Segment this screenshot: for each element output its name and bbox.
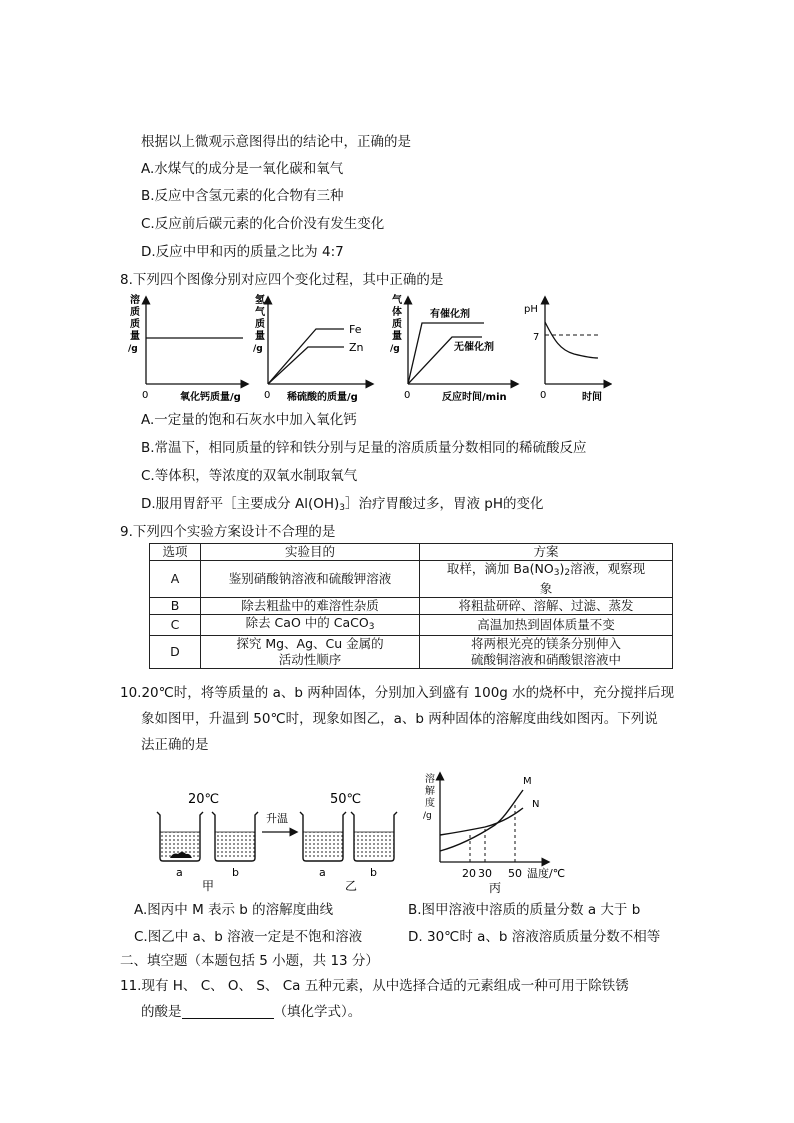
row-d-option: D <box>150 636 201 669</box>
q11-line-2-pre: 的酸是 <box>141 1004 182 1020</box>
yi-label-a: a <box>319 866 326 879</box>
table-row <box>150 636 673 669</box>
temp-20-label: 20℃ <box>188 792 220 807</box>
row-a-plan-post: ) <box>559 561 565 576</box>
heat-label: 升温 <box>266 812 288 825</box>
g4-ylabel: pH <box>524 304 538 315</box>
graph-2 <box>253 293 372 403</box>
g1-origin: 0 <box>142 390 149 401</box>
g1-ylabel-5: /g <box>128 344 138 354</box>
col-header-plan: 方案 <box>420 544 673 561</box>
g2-zn-label: Zn <box>349 341 364 354</box>
g4-xlabel: 时间 <box>582 392 602 403</box>
graph-1 <box>128 293 247 403</box>
row-a-plan-tail: 溶液，观察现 <box>570 561 646 576</box>
g3-xlabel: 反应时间/min <box>442 392 507 403</box>
row-c-aim <box>201 615 420 636</box>
q11-line-2 <box>141 1003 361 1021</box>
g2-ylabel-1: 氢 <box>255 295 265 306</box>
q8-stem: 8.下列四个图像分别对应四个变化过程，其中正确的是 <box>120 272 444 288</box>
row-d-plan-line2: 硫酸铜溶液和硝酸银溶液中 <box>470 652 621 667</box>
row-a-plan-sub: 3 <box>553 568 560 578</box>
g2-origin: 0 <box>264 390 271 401</box>
g2-ylabel-3: 质 <box>255 319 265 330</box>
g4-curve <box>545 322 598 358</box>
q7-stem: 根据以上微观示意图得出的结论中，正确的是 <box>141 134 411 150</box>
row-d-aim <box>201 636 420 669</box>
tick-30: 30 <box>478 867 492 880</box>
q7-option-c: C.反应前后碳元素的化合价没有发生变化 <box>141 216 385 232</box>
g2-zn-curve <box>268 347 344 384</box>
q8-option-d-pre: D.服用胃舒平［主要成分 Al(OH) <box>141 496 340 512</box>
q8-option-d <box>141 495 544 517</box>
q9-stem: 9.下列四个实验方案设计不合理的是 <box>120 524 336 540</box>
fig-bing-caption: 丙 <box>489 881 502 895</box>
beaker-jia-a <box>157 812 203 861</box>
q8-option-c: C.等体积，等浓度的双氧水制取氧气 <box>141 468 358 484</box>
q7-option-a: A.水煤气的成分是一氧化碳和氧气 <box>141 161 344 177</box>
g3-no-catalyst-label: 无催化剂 <box>454 342 494 353</box>
row-d-plan <box>420 636 673 669</box>
g3-ylabel-1: 气 <box>392 295 402 306</box>
section-2-heading: 二、填空题（本题包括 5 小题，共 13 分） <box>120 953 379 969</box>
row-c-option: C <box>150 615 201 636</box>
g3-ylabel-3: 质 <box>392 319 402 330</box>
g1-xlabel: 氧化钙质量/g <box>180 392 241 403</box>
row-d-plan-line1: 将两根光亮的镁条分别伸入 <box>470 636 621 651</box>
row-a-aim: 鉴别硝酸钠溶液和硫酸钾溶液 <box>201 561 420 598</box>
row-c-plan: 高温加热到固体质量不变 <box>420 615 673 636</box>
row-d-aim-line2: 活动性顺序 <box>278 652 342 667</box>
bing-ylabel-2: 解 <box>425 786 435 797</box>
g3-ylabel-2: 体 <box>392 307 402 318</box>
g2-fe-curve <box>268 329 344 384</box>
g4-seven: 7 <box>533 332 540 343</box>
q10-line-3: 法正确的是 <box>141 737 209 753</box>
graph-3 <box>390 293 517 403</box>
curve-m <box>440 790 523 851</box>
beaker-yi-b <box>351 812 397 861</box>
beaker-yi-a <box>300 812 346 861</box>
g4-origin: 0 <box>540 390 547 401</box>
tick-20: 20 <box>462 867 476 880</box>
q7-option-d: D.反应中甲和丙的质量之比为 4:7 <box>141 244 344 260</box>
curve-n-label: N <box>532 799 540 810</box>
yi-label-b: b <box>370 866 377 879</box>
g1-ylabel-2: 质 <box>130 307 140 318</box>
row-b-option: B <box>150 598 201 615</box>
q8-option-b: B.常温下，相同质量的锌和铁分别与足量的溶质质量分数相同的稀硫酸反应 <box>141 440 587 456</box>
row-a-plan-pre: 取样，滴加 Ba(NO <box>446 561 554 576</box>
row-c-aim-pre: 除去 CaO 中的 CaCO <box>245 615 369 630</box>
g1-ylabel-1: 溶 <box>130 295 140 306</box>
q8-option-d-post: ］治疗胃酸过多，胃液 pH的变化 <box>345 496 544 512</box>
beaker-jia-b <box>212 812 258 861</box>
q7-option-b: B.反应中含氢元素的化合物有三种 <box>141 188 344 204</box>
temp-50-label: 50℃ <box>330 792 362 807</box>
q8-option-d-sub: 3 <box>339 503 346 513</box>
solubility-chart <box>423 772 565 895</box>
graph-4 <box>524 298 610 403</box>
fig-jia-caption: 甲 <box>202 879 215 893</box>
table-row <box>150 598 673 615</box>
table-row <box>150 615 673 636</box>
g1-ylabel-3: 质 <box>130 319 140 330</box>
g3-origin: 0 <box>404 390 411 401</box>
q8-option-a: A.一定量的饱和石灰水中加入氧化钙 <box>141 412 357 428</box>
q10-line-1: 10.20℃时，将等质量的 a、b 两种固体，分别加入到盛有 100g 水的烧杯中，充分搅拌后现 <box>120 685 675 701</box>
bing-ylabel-3: 度 <box>425 798 435 809</box>
answer-blank[interactable] <box>182 1004 274 1019</box>
q10-line-2: 象如图甲，升温到 50℃时，现象如图乙，a、b 两种固体的溶解度曲线如图丙。下列说 <box>141 711 658 727</box>
g3-catalyst-label: 有催化剂 <box>430 309 470 320</box>
row-a-plan <box>420 561 673 598</box>
g2-ylabel-5: /g <box>253 344 263 354</box>
row-a-plan-line2: 象 <box>539 581 553 596</box>
bing-xlabel: 温度/℃ <box>527 867 566 880</box>
bing-ylabel-1: 溶 <box>425 774 435 785</box>
curve-m-label: M <box>523 776 532 787</box>
q11-line-2-post: （填化学式）。 <box>273 1004 362 1020</box>
q9-table <box>149 543 673 669</box>
curve-n <box>440 808 523 835</box>
g3-catalyst-curve <box>408 323 484 384</box>
bing-ylabel-4: /g <box>423 811 432 821</box>
tick-50: 50 <box>508 867 522 880</box>
g1-ylabel-4: 量 <box>130 331 140 342</box>
g2-ylabel-4: 量 <box>255 331 265 342</box>
row-a-plan-sub2: 2 <box>564 568 571 578</box>
q10-option-c: C.图乙中 a、b 溶液一定是不饱和溶液 <box>134 929 363 945</box>
q8-graphs <box>122 292 612 407</box>
row-c-aim-sub: 3 <box>368 622 375 632</box>
q10-option-b: B.图甲溶液中溶质的质量分数 a 大于 b <box>408 902 641 918</box>
table-header-row <box>150 544 673 561</box>
q10-option-a: A.图丙中 M 表示 b 的溶解度曲线 <box>134 902 334 918</box>
row-d-aim-line1: 探究 Mg、Ag、Cu 金属的 <box>236 636 384 651</box>
g2-ylabel-2: 气 <box>255 307 265 318</box>
g3-ylabel-5: /g <box>390 344 400 354</box>
row-a-option: A <box>150 561 201 598</box>
q11-line-1: 11.现有 H、 C、 O、 S、 Ca 五种元素，从中选择合适的元素组成一种可用于除铁锈 <box>120 978 629 994</box>
table-row <box>150 561 673 598</box>
fig-yi-caption: 乙 <box>345 879 358 893</box>
col-header-aim: 实验目的 <box>201 544 420 561</box>
q10-figure <box>140 770 600 900</box>
g3-ylabel-4: 量 <box>392 331 402 342</box>
row-b-plan: 将粗盐研碎、溶解、过滤、蒸发 <box>420 598 673 615</box>
g2-fe-label: Fe <box>349 323 362 336</box>
row-b-aim: 除去粗盐中的难溶性杂质 <box>201 598 420 615</box>
jia-label-a: a <box>176 866 183 879</box>
col-header-option: 选项 <box>150 544 201 561</box>
g2-xlabel: 稀硫酸的质量/g <box>287 392 358 403</box>
q10-option-d: D. 30℃时 a、b 溶液溶质质量分数不相等 <box>408 929 661 945</box>
jia-label-b: b <box>232 866 239 879</box>
